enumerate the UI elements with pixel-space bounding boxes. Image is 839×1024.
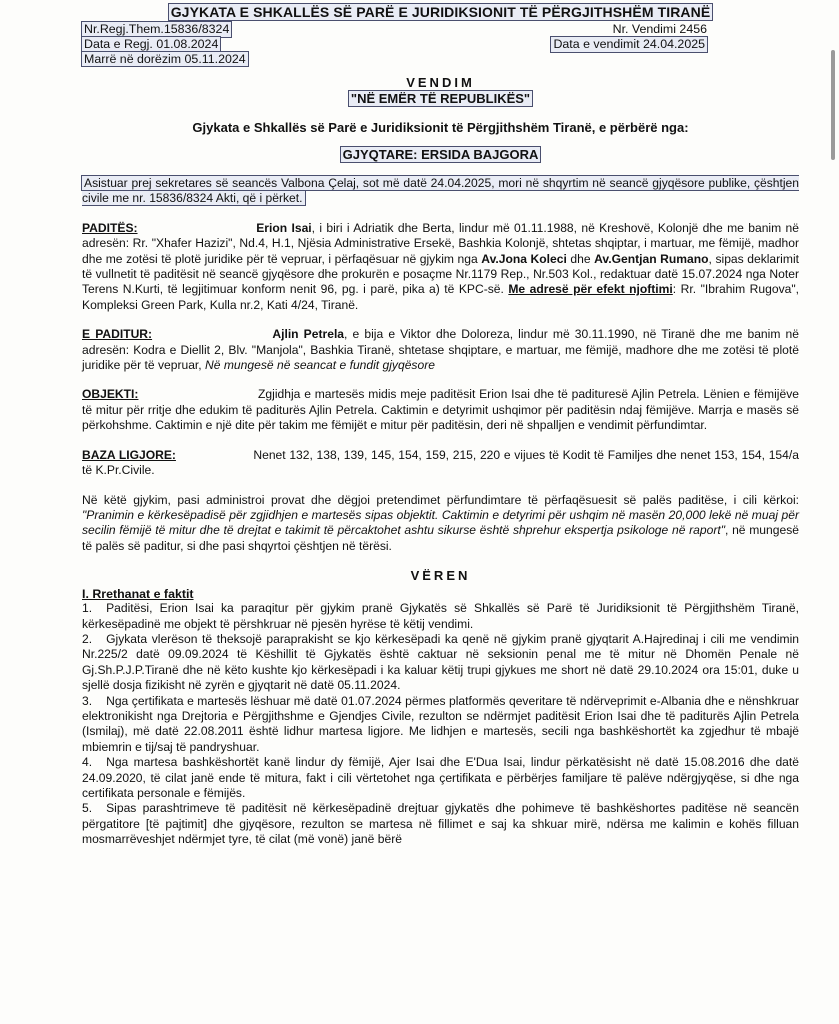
header-row-2 <box>82 37 799 52</box>
points-list <box>82 601 799 848</box>
defendant-paragraph: E PADITUR: Ajlin Petrela, e bija e Viktor dhe Doloreza, lindur më 30.11.1990, në Tiranë dhe me banim në adresën: Kodra e Diellit 2, Blv. "Manjola", Bashkia Tiranë, shtetase shqiptare, e martuar, me fëmijë, madhore dhe me zotësi të plotë juridike për të vepruar, Në mungesë në seancat e fundit gjyqësore <box>82 327 799 373</box>
hearing-paragraph: Në këtë gjykim, pasi administroi provat dhe dëgjoi pretendimet përfundimtare të përfaqësuesit së palës paditëse, i cili kërkoi: "Pranimin e kërkesëpadisë për zgjidhjen e martesës sipas objektit. Caktimin e detyrimi për ushqim në masën 20,000 lekë në muaj për secilin fëmijë të mitur dhe të drejtat e takimit të përcaktohet ashtu sikurse është shprehur ekspertja psikologe në raport", në mungesë të palës së paditur, si dhe pasi shqyrtoi çështjen në tërësi. <box>82 492 799 553</box>
received-date: Marrë në dorëzim 05.11.2024 <box>84 52 246 66</box>
registration-date: Data e Regj. 01.08.2024 <box>84 37 219 51</box>
scrollbar[interactable] <box>831 50 835 160</box>
list-item: 5. Sipas parashtrimeve të paditësit në kërkesëpadinë drejtuar gjykatës dhe pohimeve të bashkëshortes paditëse në seancën përgatitore [të pajtimit] dhe gjyqësore, rezulton se martesa në fillimet e saj ka shkuar mirë, ndërsa me kalimin e kohës filluan mosmarrëveshjet ndërmjet tyre, të cilat (më vonë) janë bërë <box>82 801 799 847</box>
object-label: OBJEKTI: <box>82 387 139 402</box>
legal-basis-paragraph <box>82 448 799 479</box>
intro-paragraph: Asistuar prej sekretares së seancës Valbona Çelaj, sot më datë 24.04.2025, mori në shqyrtim në seancë gjyqësore publike, çështjen civile me nr. 15836/8324 Akti, që i përket. <box>82 176 799 206</box>
decision-number: Nr. Vendimi 2456 <box>612 22 707 36</box>
plaintiff-label: PADITËS: <box>82 220 138 235</box>
plaintiff-paragraph: PADITËS: Erion Isai, i biri i Adriatik dhe Berta, lindur më 01.11.1988, në Kreshovë, Kolonjë dhe me banim në adresën: Rr. "Xhafer Hazizi", Nd.4, H.1, Njësia Administrative Ersekë, Bashkia Kolonjë, shtetas shqiptar, i martuar, me fëmijë, madhor dhe me zotësi të plotë juridike për të vepruar, i përfaqësuar në gjykim nga Av.Jona Koleci dhe Av.Gentjan Rumano, sipas deklarimit të vullnetit të paditësit në seancë gjyqësore dhe prokurën e posaçme Nr.1179 Rep., Nr.503 Kol., redaktuar datë 15.07.2024 nga Noter Terens N.Kurti, të legjitimuar konform nenit 96, pg. i parë, pika a) të KPC-së. Me adresë për efekt njoftimi: Rr. "Ibrahim Rugova", Kompleksi Green Park, Kulla nr.2, Kati 4/24, Tiranë. <box>82 220 800 312</box>
list-item: 3. Nga çertifikata e martesës lëshuar më datë 01.07.2024 përmes platformës qeveritare të ndërveprimit e-Albania dhe e nënshkruar elektronikisht nga Drejtoria e Përgjithshme e Gjendjes Civile, rezulton se ndërmjet paditësit Erion Isai dhe të paditurës Ajlin Petrela (Ismilaj), më datë 22.08.2011 është lidhur martesa ligjore. Me lidhjen e martesës, secili nga bashkëshortët ka zgjedhur të mbajë mbiemrin e tij/saj të pandryshuar. <box>82 693 799 754</box>
court-composition: Gjykata e Shkallës së Parë e Juridiksionit të Përgjithshëm Tiranë, e përbërë nga: <box>192 120 689 135</box>
decision-date: Data e vendimit 24.04.2025 <box>553 37 705 51</box>
observes-heading: VËREN <box>410 568 471 584</box>
plaintiff-name: Erion Isai <box>256 220 312 235</box>
decision-heading: VENDIM <box>406 75 475 90</box>
court-name: GJYKATA E SHKALLËS SË PARË E JURIDIKSIONIT TË PËRGJITHSHËM TIRANË <box>170 4 711 20</box>
received-date-row <box>82 52 799 67</box>
legal-basis-text: Nenet 132, 138, 139, 145, 154, 159, 215, 220 e vijues të Kodit të Familjes dhe nenet 153, 154, 154/a të K.Pr.Civile. <box>82 447 799 478</box>
legal-basis-label: BAZA LIGJORE: <box>82 447 176 462</box>
registration-number: Nr.Regj.Them.15836/8324 <box>84 22 230 36</box>
defendant-name: Ajlin Petrela <box>272 327 345 342</box>
defendant-label: E PADITUR: <box>82 327 153 342</box>
defendant-absence: Në mungesë në seancat e fundit gjyqësore <box>205 358 435 373</box>
lawyer-1: Av.Jona Koleci <box>481 251 567 266</box>
section-facts-heading: I. Rrethanat e faktit <box>82 587 194 602</box>
list-item: 1. Paditësi, Erion Isai ka paraqitur për gjykim pranë Gjykatës së Shkallës së Parë të Juridiksionit të Përgjithshëm Tiranë, kërkesëpadinë me objekt të përshkruar në pjesën hyrëse të këtij vendimi. <box>82 601 799 631</box>
list-item: 2. Gjykata vlerëson të theksojë paraprakisht se kjo kërkesëpadi ka qenë në gjykim pranë gjyqtarit A.Hajredinaj i cili me vendimin Nr.225/2 datë 09.09.2024 të Këshillit të Gjykatës është caktuar në seksionin penal me të mitur në Dhomën Penale në Gj.Sh.P.J.P.Tiranë dhe në këto kushte kjo kërkesëpadi i ka kaluar këtij trupi gjykues me short në datë 29.10.2024 ora 15:01, duke u sjellë dosja fizikisht në zyrën e gjyqtarit në datë 05.11.2024. <box>82 631 799 693</box>
object-text: Zgjidhja e martesës midis meje paditësit Erion Isai dhe të padituresë Ajlin Petrela. Lënien e fëmijëve të mitur për rritje dhe edukim të paditurës Ajlin Petrela. Caktimin e detyrimit ushqimor për paditësin ndaj fëmijëve. Marrja e masës së përkohshme. Caktimin e një dite për takim me fëmijët e mitur për paditësin, deri në shpalljen e vendimit përfundimtar. <box>82 387 799 433</box>
header-row-1 <box>82 22 799 37</box>
lawyer-2: Av.Gentjan Rumano <box>594 251 709 266</box>
notification-address-label: Me adresë për efekt njoftimi <box>508 282 673 297</box>
plaintiff-request-quote: "Pranimin e kërkesëpadisë për zgjidhjen e martesës sipas objektit. Caktimin e detyrimi për ushqim në masën 20,000 lekë në muaj për secilin fëmijë të mitur dhe të drejtat e takimit të përcaktohet ashtu sikurse është shprehur ekspertja psikologe në raport" <box>82 507 799 538</box>
in-the-name-heading: "NË EMËR TË REPUBLIKËS" <box>350 91 531 106</box>
object-paragraph <box>82 387 799 433</box>
judge-name: GJYQTARE: ERSIDA BAJGORA <box>342 147 539 162</box>
list-item: 4. Nga martesa bashkëshortët kanë lindur dy fëmijë, Ajer Isai dhe E'Dua Isai, lindur përkatësisht në datë 15.08.2016 dhe datë 24.09.2020, të cilat janë ende të mitura, fakt i cili vërtetohet nga çertifikata e përbërjes familjare të palëve ndërgjyqëse, si dhe nga certifikata personale e fëmijës. <box>82 755 799 800</box>
